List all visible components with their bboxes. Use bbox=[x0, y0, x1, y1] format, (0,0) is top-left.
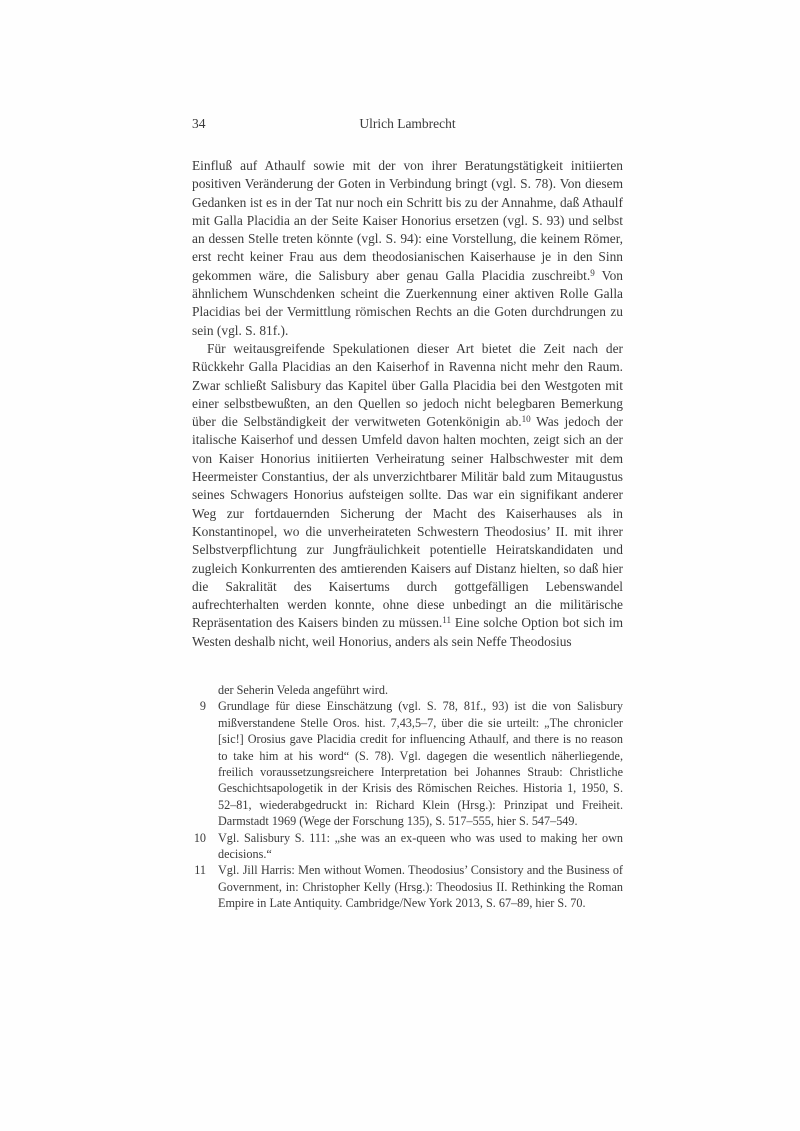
footnote-item-9 bbox=[192, 698, 623, 829]
footnote-marker: 10 bbox=[521, 414, 531, 425]
footnote-marker: 11 bbox=[442, 615, 452, 626]
footnote-number: 10 bbox=[193, 830, 206, 845]
footnote-number: 11 bbox=[194, 863, 206, 878]
page-number: 34 bbox=[192, 116, 206, 131]
footnote-item-10 bbox=[192, 830, 623, 863]
footnote-marker: 9 bbox=[590, 267, 595, 278]
running-head-author: Ulrich Lambrecht bbox=[359, 116, 456, 131]
body-paragraph-1: Einfluß auf Athaulf sowie mit der von ihrer Beratungstätigkeit initiierten positiven Veränderung der Goten in Verbindung bringt (vgl. S. 78). Von diesem Gedanken ist es in der Tat nur noch ein Schritt bis zu der Annahme, daß Athaulf mit Galla Placidia an der Seite Kaiser Honorius ersetzen (vgl. S. 93) und selbst an dessen Stelle treten könnte (vgl. S. 94): eine Vorstellung, die keinem Römer, erst recht keiner Frau aus dem theodosianischen Kaiserhause je in den Sinn gekommen wäre, die Salisbury aber genau Galla Placidia zuschreibt.$^9$ Von ähnlichem Wunschdenken scheint die Zuerkennung einer aktiven Rolle Galla Placidias bei der Vermittlung römischen Rechts an die Goten durchdrungen zu sein (vgl. S. 81f.). bbox=[192, 158, 623, 338]
footnote-text: Grundlage für diese Einschätzung (vgl. S. 78, 81f., 93) ist die von Salisbury mißverstandene Stelle Oros. hist. 7,43,5–7, über die sie urteilt: „The chronicler [sic!] Orosius gave Placidia credit for influencing Athaulf, and there is no reason to take him at his word“ (S. 78). Vgl. dagegen die wesentlich näherliegende, freilich voraussetzungsreichere Interpretation bei Johannes Straub: Christliche Geschichtsapologetik in der Krisis des Römischen Reiches. Historia 1, 1950, S. 52–81, wiederabgedruckt in: Richard Klein (Hrsg.): Prinzipat und Freiheit. Darmstadt 1969 (Wege der Forschung 135), S. 517–555, hier S. 547–549. bbox=[218, 699, 623, 829]
running-header bbox=[192, 115, 623, 133]
body-text bbox=[192, 157, 623, 651]
text-column bbox=[192, 115, 623, 912]
footnote-item-11 bbox=[192, 862, 623, 911]
footnote-text: Vgl. Jill Harris: Men without Women. Theodosius’ Consistory and the Business of Government, in: Christopher Kelly (Hrsg.): Theodosius II. Rethinking the Roman Empire in Late Antiquity. Cambridge/New York 2013, S. 67–89, hier S. 70. bbox=[218, 863, 623, 911]
footnote-number: 9 bbox=[199, 699, 206, 714]
footnote-text: Vgl. Salisbury S. 111: „she was an ex-queen who was used to making her own decisions.“ bbox=[218, 830, 623, 862]
footnote-continuation: der Seherin Veleda angeführt wird. bbox=[218, 683, 388, 698]
footnote-section bbox=[192, 682, 623, 912]
body-paragraph-2: Für weitausgreifende Spekulationen dieser Art bietet die Zeit nach der Rückkehr Galla Placidias an den Kaiserhof in Ravenna nicht mehr den Raum. Zwar schließt Salisbury das Kapitel über Galla Placidia bei den Westgoten mit einer selbstbewußten, an den Quellen so jedoch nicht belegbaren Bemerkung über die Selbständigkeit der verwitweten Gotenkönigin ab.$^{10}$ Was jedoch der italische Kaiserhof und dessen Umfeld davon halten mochten, zeigt sich an der von Kaiser Honorius initiierten Verheiratung seiner Halbschwester mit dem Heermeister Constantius, der als unverzichtbarer Militär bald zum Mitaugustus seines Schwagers Honorius aufsteigen sollte. Das war ein signifikant anderer Weg zur fortdauernden Sicherung der Macht des Kaiserhauses als in Konstantinopel, wo die unverheirateten Schwestern Theodosius’ II. mit ihrer Selbstverpflichtung zur Jungfräulichkeit potentielle Heiratskandidaten und zugleich Konkurrenten des amtierenden Kaisers auf Distanz hielten, so daß hier die Sakralität des Kaisertums durch gottgefälligen Lebenswandel aufrechterhalten werden konnte, ohne diese unbedingt an die militärische Repräsentation des Kaisers binden zu müssen.$^{11}$ Eine solche Option bot sich im Westen deshalb nicht, weil Honorius, anders als sein Neffe Theodosius bbox=[192, 340, 623, 649]
